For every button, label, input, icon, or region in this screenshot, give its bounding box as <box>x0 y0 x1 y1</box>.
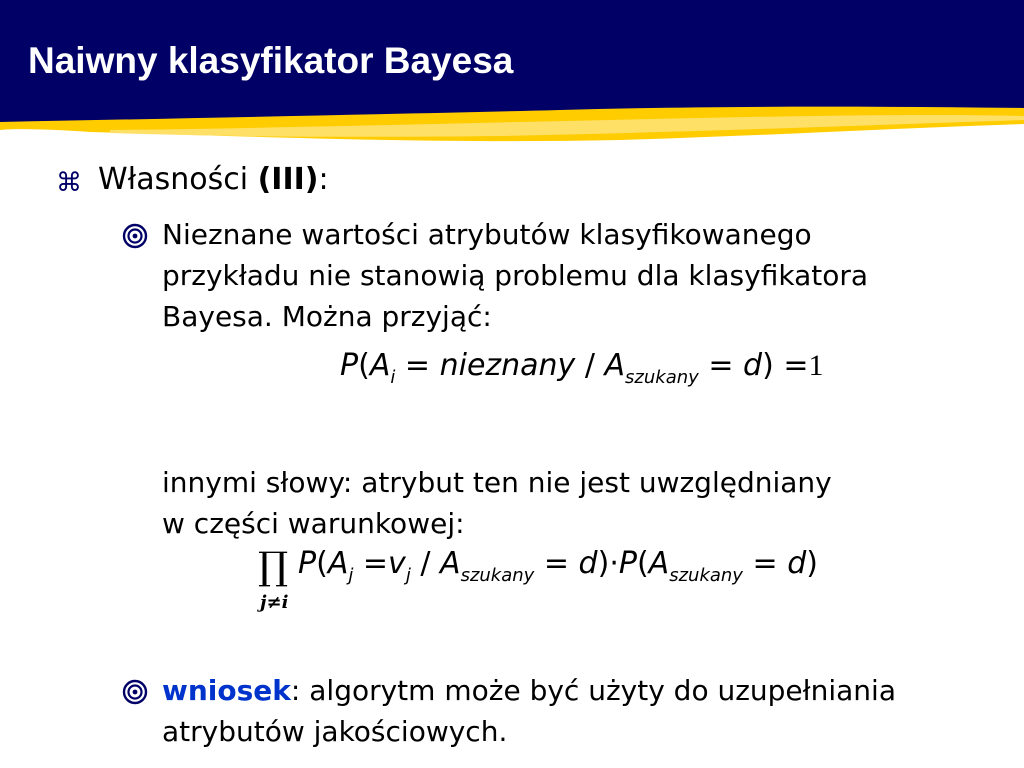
f1-bar: / <box>584 348 595 383</box>
f2-p1: P <box>298 546 317 581</box>
f2-bar: / <box>420 546 431 581</box>
f1-a2-sub: szukany <box>625 367 699 388</box>
f1-rparen: ) <box>762 348 774 383</box>
f2-eq3: = <box>752 546 778 581</box>
conclusion-keyword: wniosek <box>162 674 291 707</box>
concentric-circles-icon <box>120 221 150 251</box>
f1-eq1: = <box>404 348 431 383</box>
item1-line3: Bayesa. Można przyjąć: <box>162 300 492 333</box>
f2-v-sub: j <box>405 565 411 586</box>
f2-eq2: = <box>543 546 569 581</box>
item2-line2: atrybutów jakościowych. <box>162 715 508 748</box>
f2-a2-sub: szukany <box>460 565 535 586</box>
f1-eq2: = <box>708 348 734 383</box>
heading-suffix: : <box>318 162 329 197</box>
f1-eq3: = <box>783 348 809 383</box>
f1-p: P <box>340 348 359 383</box>
f2-a3-sub: szukany <box>669 565 743 586</box>
item2-line1-rest: : algorytm może być użyty do uzupełniania <box>290 674 896 707</box>
slide-title: Naiwny klasyfikator Bayesa <box>28 40 514 81</box>
f2-a-sub: j <box>348 565 354 586</box>
item1-line5: w części warunkowej: <box>162 507 465 540</box>
heading-label: Własności <box>98 162 258 197</box>
item1-line2: przykładu nie stanowią problemu dla klasyfikatora <box>162 259 869 292</box>
item1-explanation <box>162 462 832 544</box>
formula-unknown-value <box>340 348 823 388</box>
f2-a: A <box>327 546 349 581</box>
f2-eq1: = <box>362 546 389 581</box>
heading-bold: (III) <box>257 162 319 197</box>
f2-d2: d <box>787 546 807 581</box>
f2-dot: · <box>609 546 619 581</box>
f2-v: v <box>388 546 406 581</box>
f2-a2: A <box>440 546 461 581</box>
product-symbol: ∏ <box>258 544 289 588</box>
item2-line1 <box>162 670 896 711</box>
f1-lparen: ( <box>358 348 370 383</box>
item2-text <box>162 670 896 752</box>
section-heading <box>98 162 329 197</box>
f2-a3: A <box>648 546 670 581</box>
f1-a: A <box>369 348 391 383</box>
f2-p2: P <box>618 546 637 581</box>
f1-a-sub: i <box>390 367 396 388</box>
f1-one: 1 <box>808 349 824 382</box>
f1-d: d <box>743 348 763 383</box>
command-key-icon: ⌘ <box>56 168 82 198</box>
f2-lp1: ( <box>316 546 328 581</box>
f1-value: nieznany <box>439 348 576 383</box>
f2-lp2: ( <box>636 546 649 581</box>
item1-line4: innymi słowy: atrybut ten nie jest uwzględniany <box>162 466 832 499</box>
yellow-brush-stroke <box>0 100 1024 145</box>
item1-text <box>162 214 868 337</box>
concentric-circles-icon <box>120 677 150 707</box>
f2-d1: d <box>578 546 598 581</box>
f1-a2: A <box>604 348 626 383</box>
f2-rp2: ) <box>806 546 818 581</box>
product-subscript: j≠i <box>260 592 289 613</box>
f2-rp1: ) <box>597 546 610 581</box>
item1-line1: Nieznane wartości atrybutów klasyfikowanego <box>162 218 812 251</box>
formula2-body <box>298 546 818 586</box>
